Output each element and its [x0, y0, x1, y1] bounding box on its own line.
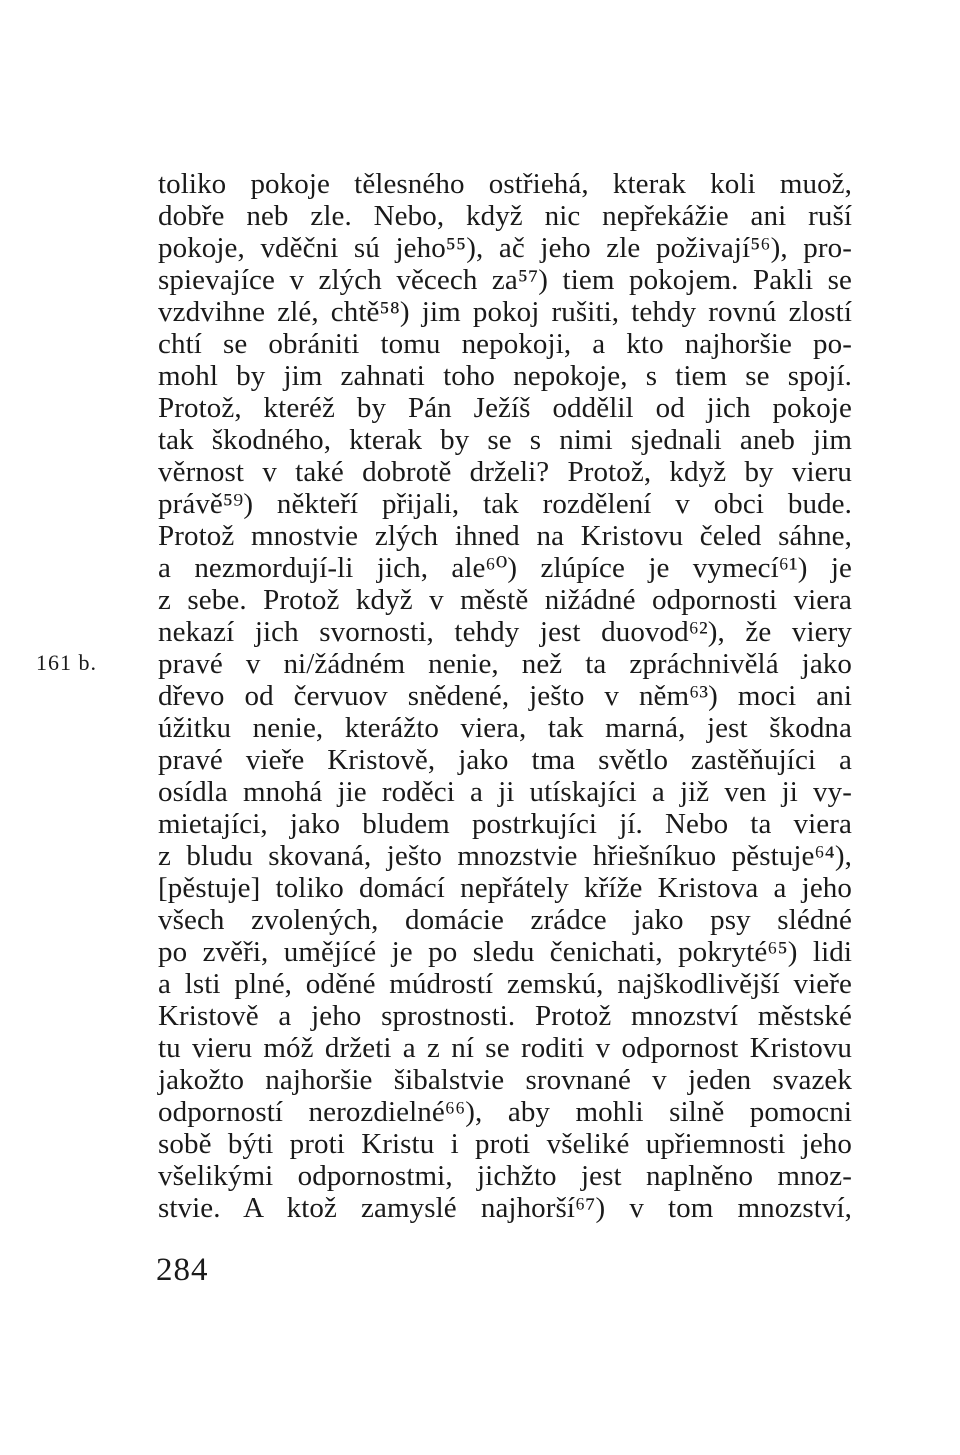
- text-line: osídla mnohá jie roděci a ji utískajíci a již ven ji vy-: [158, 776, 852, 808]
- text-line: mohl by jim zahnati toho nepokoje, s tiem se spojí.: [158, 360, 852, 392]
- text-line: Kristově a jeho sprostnosti. Protož mnozství městské: [158, 1000, 852, 1032]
- text-line: úžitku nenie, kterážto viera, tak marná, jest škodna: [158, 712, 852, 744]
- text-line: z sebe. Protož když v městě nižádné odpornosti viera: [158, 584, 852, 616]
- text-line: a lsti plné, oděné múdrostí zemskú, najškodlivější vieře: [158, 968, 852, 1000]
- text-line: tu vieru móž držeti a z ní se roditi v odpornost Kristovu: [158, 1032, 852, 1064]
- text-line: jakožto najhoršie šibalstvie srovnané v jeden svazek: [158, 1064, 852, 1096]
- text-line: nekazí jich svornosti, tehdy jest duovod⁶²), že viery: [158, 616, 852, 648]
- text-line: pravé v ni/žádném nenie, než ta zpráchnivělá jako: [158, 648, 852, 680]
- text-line: vzdvihne zlé, chtě⁵⁸) jim pokoj rušiti, tehdy rovnú zlostí: [158, 296, 852, 328]
- text-line: po zvěři, umějícé je po sledu čenichati, pokryté⁶⁵) lidi: [158, 936, 852, 968]
- text-line: odporností nerozdielné⁶⁶), aby mohli silně pomocni: [158, 1096, 852, 1128]
- text-line: pokoje, vděčni sú jeho⁵⁵), ač jeho zle poživají⁵⁶), pro-: [158, 232, 852, 264]
- text-line: dobře neb zle. Nebo, když nic nepřekážie ani ruší: [158, 200, 852, 232]
- text-line: věrnost v také dobrotě drželi? Protož, když by vieru: [158, 456, 852, 488]
- body-text: [158, 168, 852, 1224]
- page-number: 284: [156, 1252, 209, 1288]
- text-line: Protož, kteréž by Pán Ježíš oddělil od jich pokoje: [158, 392, 852, 424]
- text-line: chtí se obrániti tomu nepokoji, a kto najhoršie po-: [158, 328, 852, 360]
- text-line: toliko pokoje tělesného ostřiehá, kterak koli muož,: [158, 168, 852, 200]
- text-line: všech zvolených, domácie zrádce jako psy slédné: [158, 904, 852, 936]
- margin-folio-note: 161 b.: [36, 650, 97, 675]
- text-line: spievajíce v zlých věcech za⁵⁷) tiem pokojem. Pakli se: [158, 264, 852, 296]
- text-line: právě⁵⁹) někteří přijali, tak rozdělení v obci bude.: [158, 488, 852, 520]
- text-line: pravé vieře Kristově, jako tma světlo zastěňujíci a: [158, 744, 852, 776]
- text-line: a nezmordují-li jich, ale⁶⁰) zlúpíce je vymecí⁶¹) je: [158, 552, 852, 584]
- text-line: mietajíci, jako bludem postrkujíci jí. Nebo ta viera: [158, 808, 852, 840]
- text-line: Protož mnostvie zlých ihned na Kristovu čeled sáhne,: [158, 520, 852, 552]
- text-line: všelikými odpornostmi, jichžto jest naplněno mnoz-: [158, 1160, 852, 1192]
- text-line: sobě býti proti Kristu i proti všeliké upřiemnosti jeho: [158, 1128, 852, 1160]
- text-line: tak škodného, kterak by se s nimi sjednali aneb jim: [158, 424, 852, 456]
- text-line: dřevo od červuov snědené, ješto v něm⁶³) moci ani: [158, 680, 852, 712]
- text-line: z bludu skovaná, ješto mnozstvie hřiešníkuo pěstuje⁶⁴),: [158, 840, 852, 872]
- text-line: [pěstuje] toliko domácí nepřátely kříže Kristova a jeho: [158, 872, 852, 904]
- text-line: stvie. A ktož zamyslé najhorší⁶⁷) v tom mnozství,: [158, 1192, 852, 1224]
